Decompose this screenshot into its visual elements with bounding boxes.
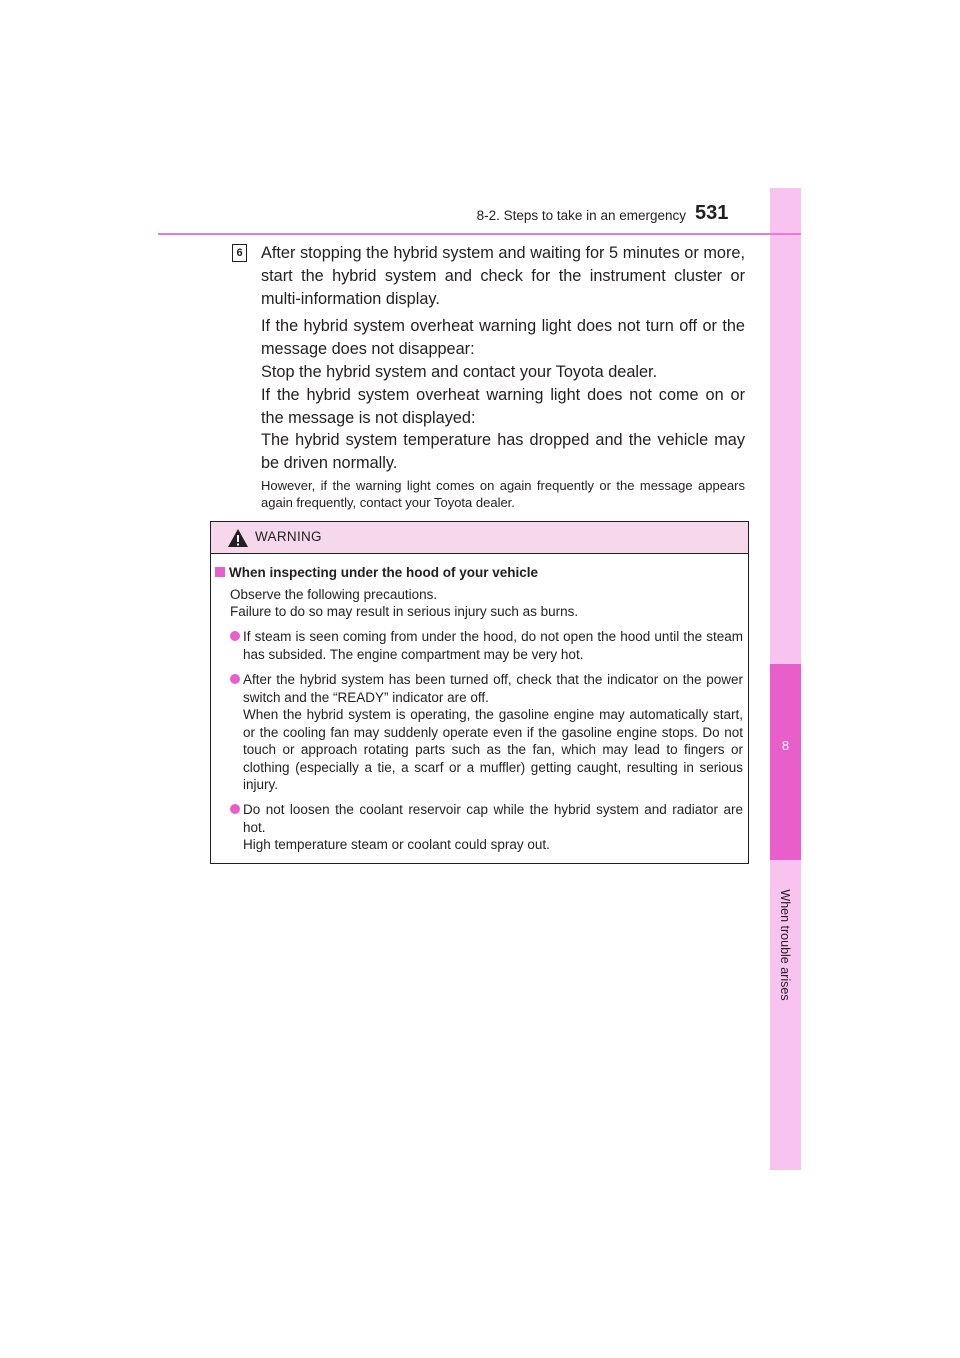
warning-item <box>230 628 743 663</box>
step-condition-1: If the hybrid system overheat warning light does not turn off or the message does not disappear: <box>261 317 745 358</box>
bullet-icon <box>230 631 240 641</box>
step-note: However, if the warning light comes on again frequently or the message appears again frequently, contact your Toyota dealer. <box>261 478 745 510</box>
warning-item-text: High temperature steam or coolant could spray out. <box>243 837 550 852</box>
step-action-1: Stop the hybrid system and contact your Toyota dealer. <box>261 363 658 381</box>
warning-item <box>230 801 743 854</box>
warning-heading <box>215 565 538 580</box>
warning-intro-line: Observe the following precautions. <box>230 587 438 602</box>
chapter-title: When trouble arises <box>778 889 792 1001</box>
warning-box <box>210 521 749 864</box>
section-title: 8-2. Steps to take in an emergency <box>476 208 686 223</box>
chapter-number: 8 <box>781 738 790 753</box>
warning-intro-line: Failure to do so may result in serious injury such as burns. <box>230 604 579 619</box>
warning-intro <box>230 586 740 620</box>
warning-header <box>211 522 748 554</box>
warning-item-text: Do not loosen the coolant reservoir cap while the hybrid system and radiator are hot. <box>243 802 743 835</box>
warning-triangle-icon <box>227 528 249 548</box>
warning-item-text: After the hybrid system has been turned off, check that the indicator on the power switch and the “READY” indicator are off. <box>243 672 743 705</box>
warning-item <box>230 671 743 794</box>
bullet-icon <box>230 804 240 814</box>
step-action-2: The hybrid system temperature has dropped and the vehicle may be driven normally. <box>261 431 745 472</box>
warning-item-text: When the hybrid system is operating, the gasoline engine may automatically start, or the cooling fan may suddenly operate even if the gasoline engine stops. Do not touch or approach rotating parts such as the fan, which may lead to fingers or clothing (especially a tie, a scarf or a muffler) getting caught, resulting in serious injury. <box>243 707 743 792</box>
warning-heading-text: When inspecting under the hood of your vehicle <box>229 565 539 580</box>
warning-item-text: If steam is seen coming from under the hood, do not open the hood until the steam has subsided. The engine compartment may be very hot. <box>243 629 743 662</box>
warning-label: WARNING <box>255 529 322 544</box>
step-condition-2: If the hybrid system overheat warning light does not come on or the message is not displayed: <box>261 386 745 427</box>
step-number-badge: 6 <box>232 244 247 262</box>
bullet-icon <box>230 674 240 684</box>
header-divider <box>158 233 801 235</box>
chapter-tab-active[interactable] <box>770 664 801 860</box>
square-bullet-icon <box>215 567 225 577</box>
page-number: 531 <box>695 202 729 224</box>
step-main-text: After stopping the hybrid system and waiting for 5 minutes or more, start the hybrid system and check for the instrument cluster or multi-information display. <box>261 244 745 308</box>
